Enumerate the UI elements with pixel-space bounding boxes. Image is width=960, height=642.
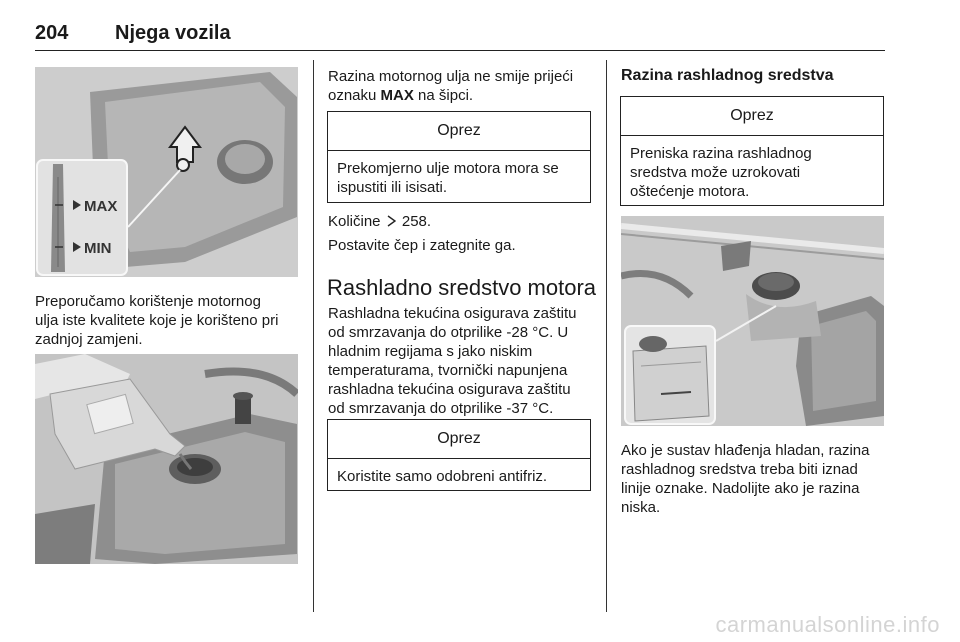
coolant-paragraph: Rashladna tekućina osigurava zaštitu od smrzavanja do otprilike -28 °C. U hladnim regijama s jako niskim temperaturama, tvornički napunjena rashladna tekućina osigurava zaštitu od smrzavanja do otprilike -37 °C. — [328, 305, 577, 417]
dipstick-min-label: MIN — [84, 240, 112, 257]
dipstick-max-label: MAX — [84, 198, 118, 215]
caution-box-low-coolant: Oprez Preniska razina rashladnog sredstva može uzrokovati oštećenje motora. — [620, 96, 884, 206]
coolant-reservoir-illustration — [621, 216, 884, 426]
oil-recommendation-text: Preporučamo korištenje motornog ulja iste kvalitete koje je korišteno pri zadnjoj zamjeni. — [35, 293, 279, 348]
watermark: carmanualsonline.info — [715, 612, 940, 637]
oil-pouring-illustration — [35, 354, 298, 564]
page-reference-icon — [387, 212, 396, 231]
cap-instruction: Postavite čep i zategnite ga. — [328, 237, 516, 254]
page-header — [35, 20, 885, 51]
caution-box-antifreeze: Oprez Koristite samo odobreni antifriz. — [327, 419, 591, 491]
caution-title: Oprez — [328, 112, 590, 151]
coolant-level-title: Razina rashladnog sredstva — [621, 67, 834, 84]
page-reference-link[interactable]: 258. — [401, 213, 432, 230]
caution-box-overfill: Oprez Prekomjerno ulje motora mora se ispustiti ili isisati. — [327, 111, 591, 203]
engine-oil-dipstick-illustration — [35, 67, 298, 277]
oil-level-intro: Razina motornog ulja ne smije prijeći oznaku MAX na šipci. — [328, 68, 574, 104]
column-divider-1 — [313, 60, 314, 612]
quantities-reference: Količine 258. — [328, 213, 432, 230]
caution-title: Oprez — [621, 97, 883, 136]
page-number: 204 — [35, 22, 69, 44]
max-mark-text: MAX — [380, 87, 414, 104]
coolant-level-text: Ako je sustav hlađenja hladan, razina rashladnog sredstva treba biti iznad linije oznake. Nadolijte ako je razina niska. — [621, 442, 870, 516]
page-section-title: Njega vozila — [115, 22, 231, 44]
coolant-heading: Rashladno sredstvo motora — [327, 275, 597, 300]
caution-title: Oprez — [328, 420, 590, 459]
